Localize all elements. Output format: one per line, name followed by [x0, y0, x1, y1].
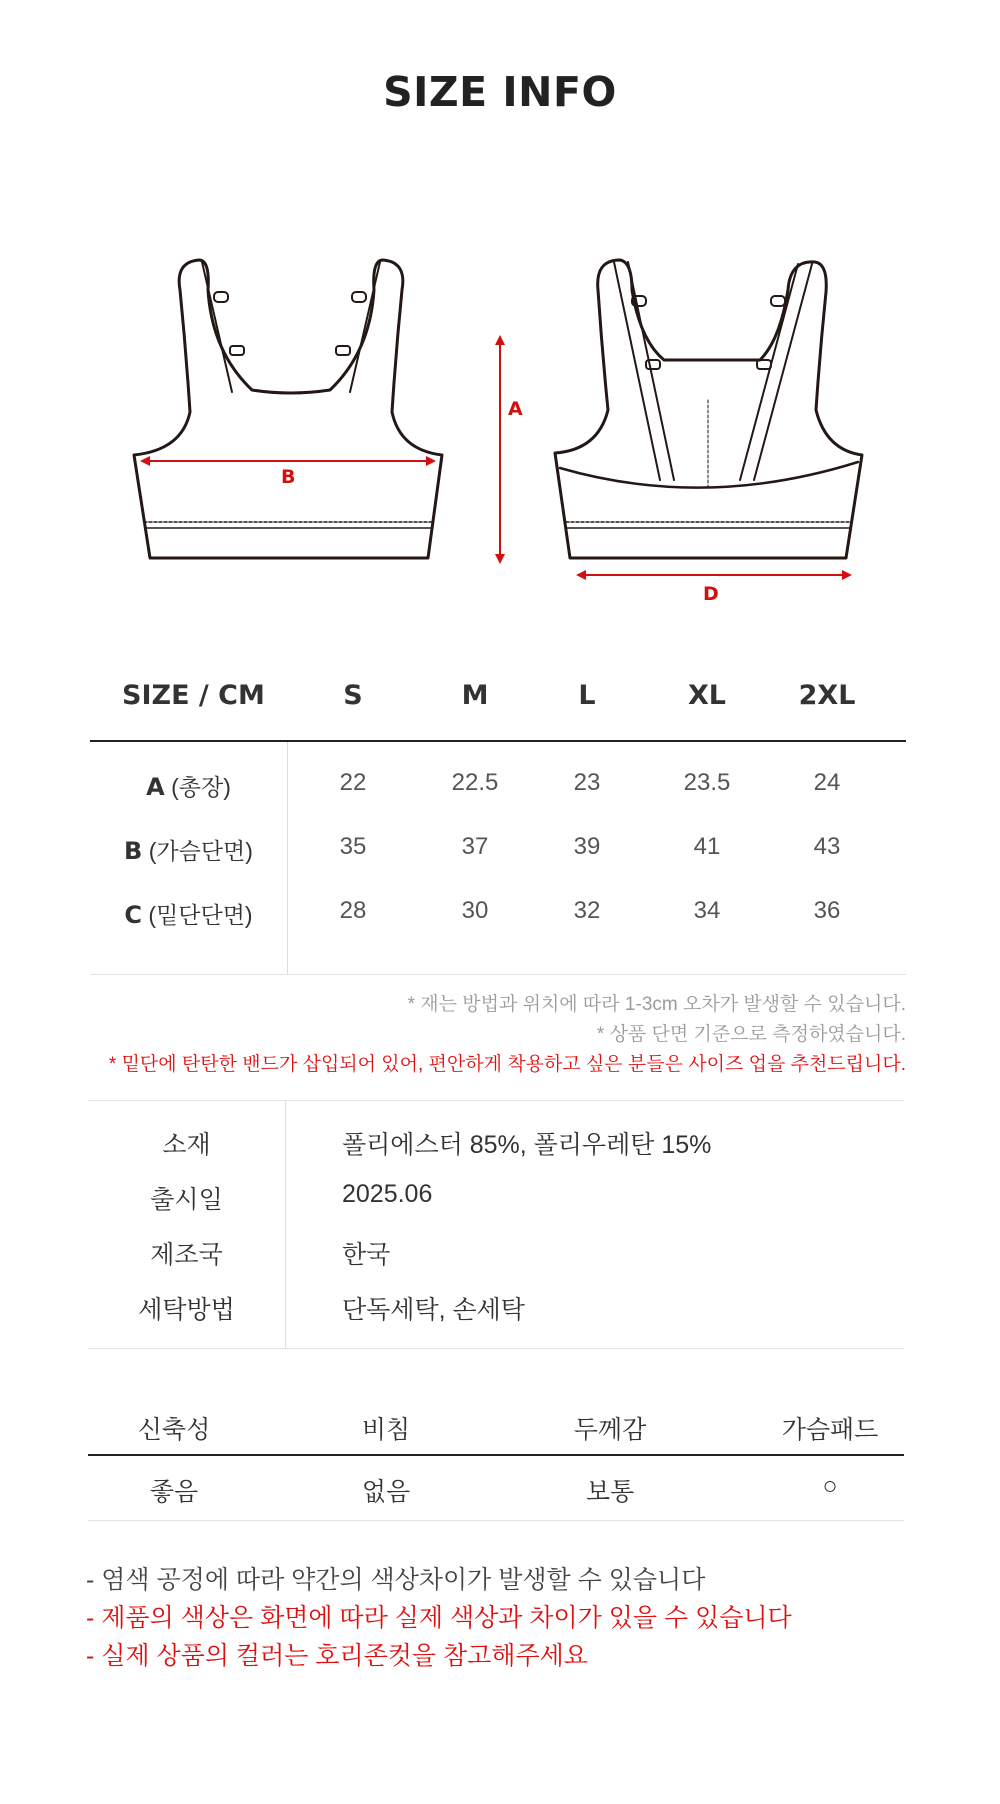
- front-slider-left: [230, 346, 244, 355]
- size-header-label: SIZE / CM: [122, 680, 265, 711]
- front-view: [134, 260, 442, 558]
- feature-table: [88, 1398, 904, 1521]
- table-cell: 36: [813, 897, 841, 924]
- table-cell: 22: [339, 769, 367, 796]
- size-table: [90, 660, 906, 975]
- front-ring-right: [352, 292, 366, 302]
- size-header-l: L: [578, 680, 596, 711]
- table-cell: 34: [693, 897, 721, 924]
- back-strap-left-inner: [628, 262, 674, 480]
- front-strap-right: [350, 262, 380, 392]
- table-cell: 43: [813, 833, 841, 860]
- size-header-s: S: [343, 680, 363, 711]
- table-cell: 41: [693, 833, 721, 860]
- front-slider-right: [336, 346, 350, 355]
- info-label: 출시일: [150, 1186, 223, 1214]
- feature-value: 보통: [585, 1478, 635, 1506]
- page-title: SIZE INFO: [383, 68, 617, 116]
- info-label: 제조국: [150, 1241, 223, 1269]
- info-row: [88, 1235, 904, 1275]
- table-cell: 23.5: [683, 769, 731, 796]
- table-cell: 28: [339, 897, 367, 924]
- info-row: [88, 1290, 904, 1330]
- size-table-body: [90, 742, 906, 975]
- dimension-label-a: A: [508, 398, 523, 420]
- row-label: A (총장): [146, 773, 231, 801]
- table-cell: 23: [573, 769, 601, 796]
- notice-line-highlight: - 실제 상품의 컬러는 호리존컷을 참고해주세요: [86, 1642, 588, 1670]
- feature-header: 신축성: [137, 1416, 211, 1444]
- info-value: 단독세탁, 손세탁: [342, 1296, 525, 1324]
- table-cell: 35: [339, 833, 367, 860]
- table-cell: 30: [461, 897, 489, 924]
- back-ring-right: [771, 296, 785, 306]
- feature-value-row: [88, 1456, 904, 1521]
- table-cell: 37: [461, 833, 489, 860]
- table-cell: 32: [573, 897, 601, 924]
- table-cell: 22.5: [451, 769, 499, 796]
- front-strap-left: [202, 262, 232, 392]
- info-value: 폴리에스터 85%, 폴리우레탄 15%: [342, 1131, 712, 1159]
- size-table-header: [90, 660, 906, 742]
- info-value: 한국: [342, 1241, 391, 1269]
- feature-header: 두께감: [573, 1416, 647, 1444]
- info-value: 2025.06: [342, 1180, 433, 1208]
- notice-line-highlight: - 제품의 색상은 화면에 따라 실제 색상과 차이가 있을 수 있습니다: [86, 1604, 792, 1632]
- back-strap-left: [614, 262, 660, 480]
- info-label: 세탁방법: [138, 1296, 235, 1324]
- size-header-m: M: [461, 680, 489, 711]
- garment-diagram: [0, 240, 1000, 610]
- dimension-label-d: D: [703, 583, 719, 605]
- feature-value: 없음: [361, 1478, 411, 1506]
- feature-header: 비침: [361, 1416, 411, 1444]
- row-label: C (밑단단면): [124, 901, 253, 929]
- back-body-outline: [555, 260, 862, 558]
- product-info-table: [88, 1100, 904, 1349]
- info-label: 소재: [162, 1131, 211, 1159]
- dimension-label-b: B: [281, 466, 296, 488]
- color-notice: [86, 1561, 792, 1675]
- feature-value: 좋음: [149, 1478, 199, 1506]
- back-neckline: [560, 462, 858, 488]
- feature-value: ○: [822, 1472, 838, 1500]
- size-header-xl: XL: [687, 680, 727, 711]
- back-view: [555, 260, 862, 558]
- size-header-2xl: 2XL: [798, 680, 856, 711]
- feature-header-row: [88, 1398, 904, 1456]
- note-line: * 상품 단면 기준으로 측정하였습니다.: [596, 1024, 906, 1045]
- front-ring-left: [214, 292, 228, 302]
- table-row: [90, 833, 906, 873]
- back-strap-right-inner: [740, 264, 798, 480]
- front-body-outline: [134, 260, 442, 558]
- measurement-notes: [109, 990, 906, 1080]
- table-cell: 24: [813, 769, 841, 796]
- table-row: [90, 897, 906, 937]
- table-row: [90, 769, 906, 809]
- feature-header: 가슴패드: [781, 1416, 879, 1444]
- note-line: * 재는 방법과 위치에 따라 1-3cm 오차가 발생할 수 있습니다.: [407, 994, 906, 1015]
- info-row: [88, 1125, 904, 1165]
- info-row: [88, 1180, 904, 1220]
- row-label: B (가슴단면): [124, 837, 253, 865]
- note-line-highlight: * 밑단에 탄탄한 밴드가 삽입되어 있어, 편안하게 착용하고 싶은 분들은 사이즈 업을 추천드립니다.: [108, 1054, 906, 1075]
- table-cell: 39: [573, 833, 601, 860]
- notice-line: - 염색 공정에 따라 약간의 색상차이가 발생할 수 있습니다: [86, 1566, 706, 1594]
